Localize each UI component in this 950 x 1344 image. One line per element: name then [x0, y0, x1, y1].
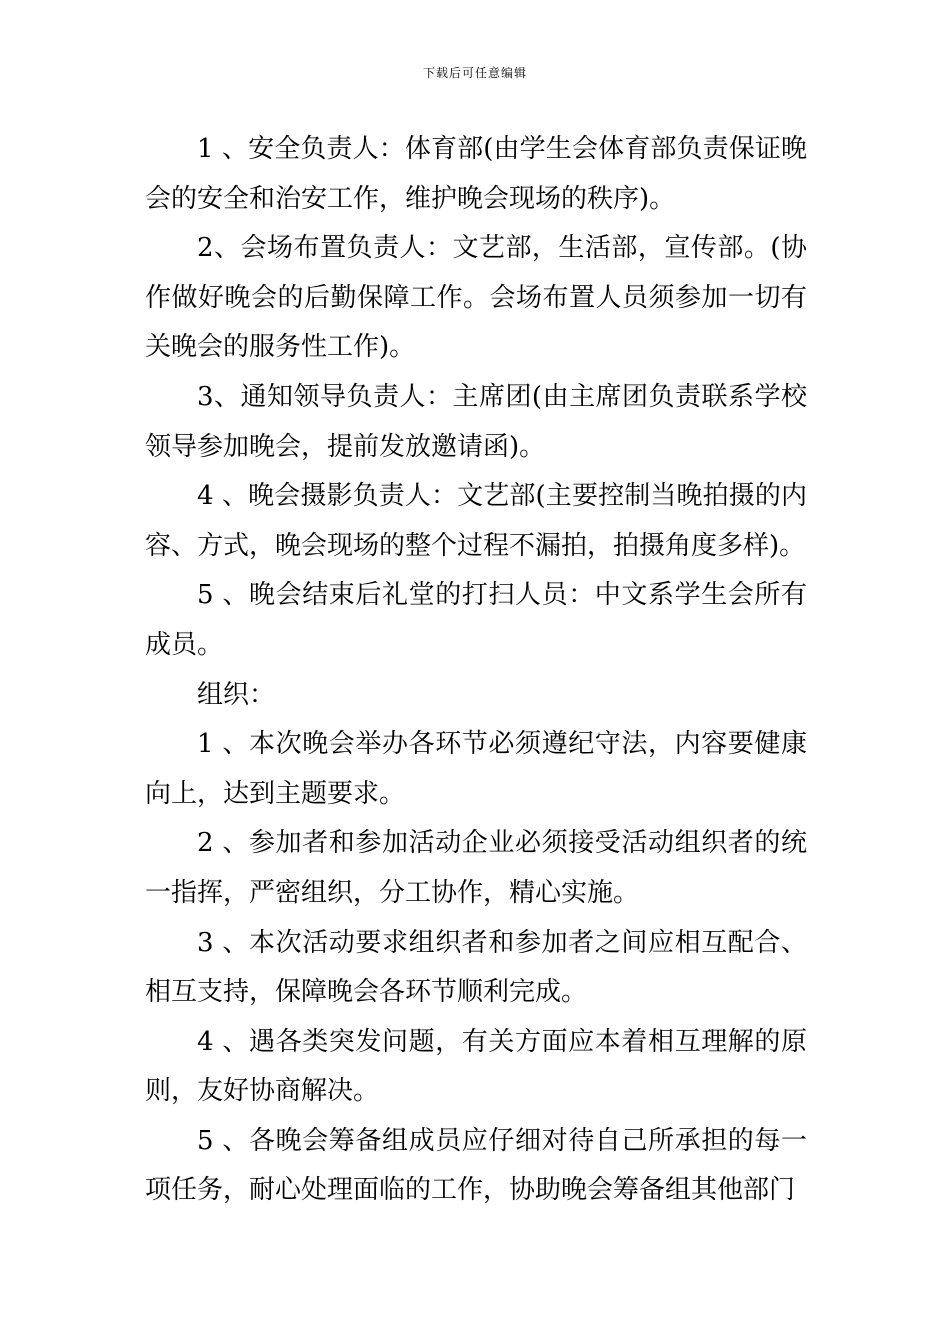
section-heading-organization: 组织：: [197, 679, 276, 710]
paragraph-notify-leaders: 3、通知领导负责人：主席团(由主席团负责联系学校领导参加晚会，提前发放邀请函)。: [145, 381, 807, 462]
paragraph-org-rule-3: 3 、本次活动要求组织者和参加者之间应相互配合、相互支持，保障晚会各环节顺利完成。: [145, 927, 807, 1008]
paragraph-security: 1 、安全负责人：体育部(由学生会体育部负责保证晚会的安全和治安工作，维护晚会现场的秩序)。: [145, 134, 807, 214]
paragraph-venue-setup: 2、会场布置负责人：文艺部，生活部，宣传部。(协作做好晚会的后勤保障工作。会场布置人员须参加一切有关晚会的服务性工作)。: [145, 233, 807, 363]
paragraph-cleanup: 5 、晚会结束后礼堂的打扫人员：中文系学生会所有成员。: [145, 580, 807, 660]
paragraph-org-rule-4: 4 、遇各类突发问题，有关方面应本着相互理解的原则，友好协商解决。: [145, 1026, 807, 1107]
paragraph-org-rule-1: 1 、本次晚会举办各环节必须遵纪守法，内容要健康向上，达到主题要求。: [145, 729, 807, 809]
paragraph-org-rule-5: 5 、各晚会筹备组成员应仔细对待自己所承担的每一项任务，耐心处理面临的工作，协助晚会筹备组其他部门: [145, 1125, 807, 1206]
paragraph-org-rule-2: 2 、参加者和参加活动企业必须接受活动组织者的统一指挥，严密组织，分工协作，精心实施。: [145, 828, 807, 908]
paragraph-photography: 4 、晚会摄影负责人：文艺部(主要控制当晚拍摄的内容、方式，晚会现场的整个过程不漏拍，拍摄角度多样)。: [145, 481, 807, 561]
document-body: [145, 125, 807, 1216]
page-header: 下载后可任意编辑: [422, 66, 527, 80]
